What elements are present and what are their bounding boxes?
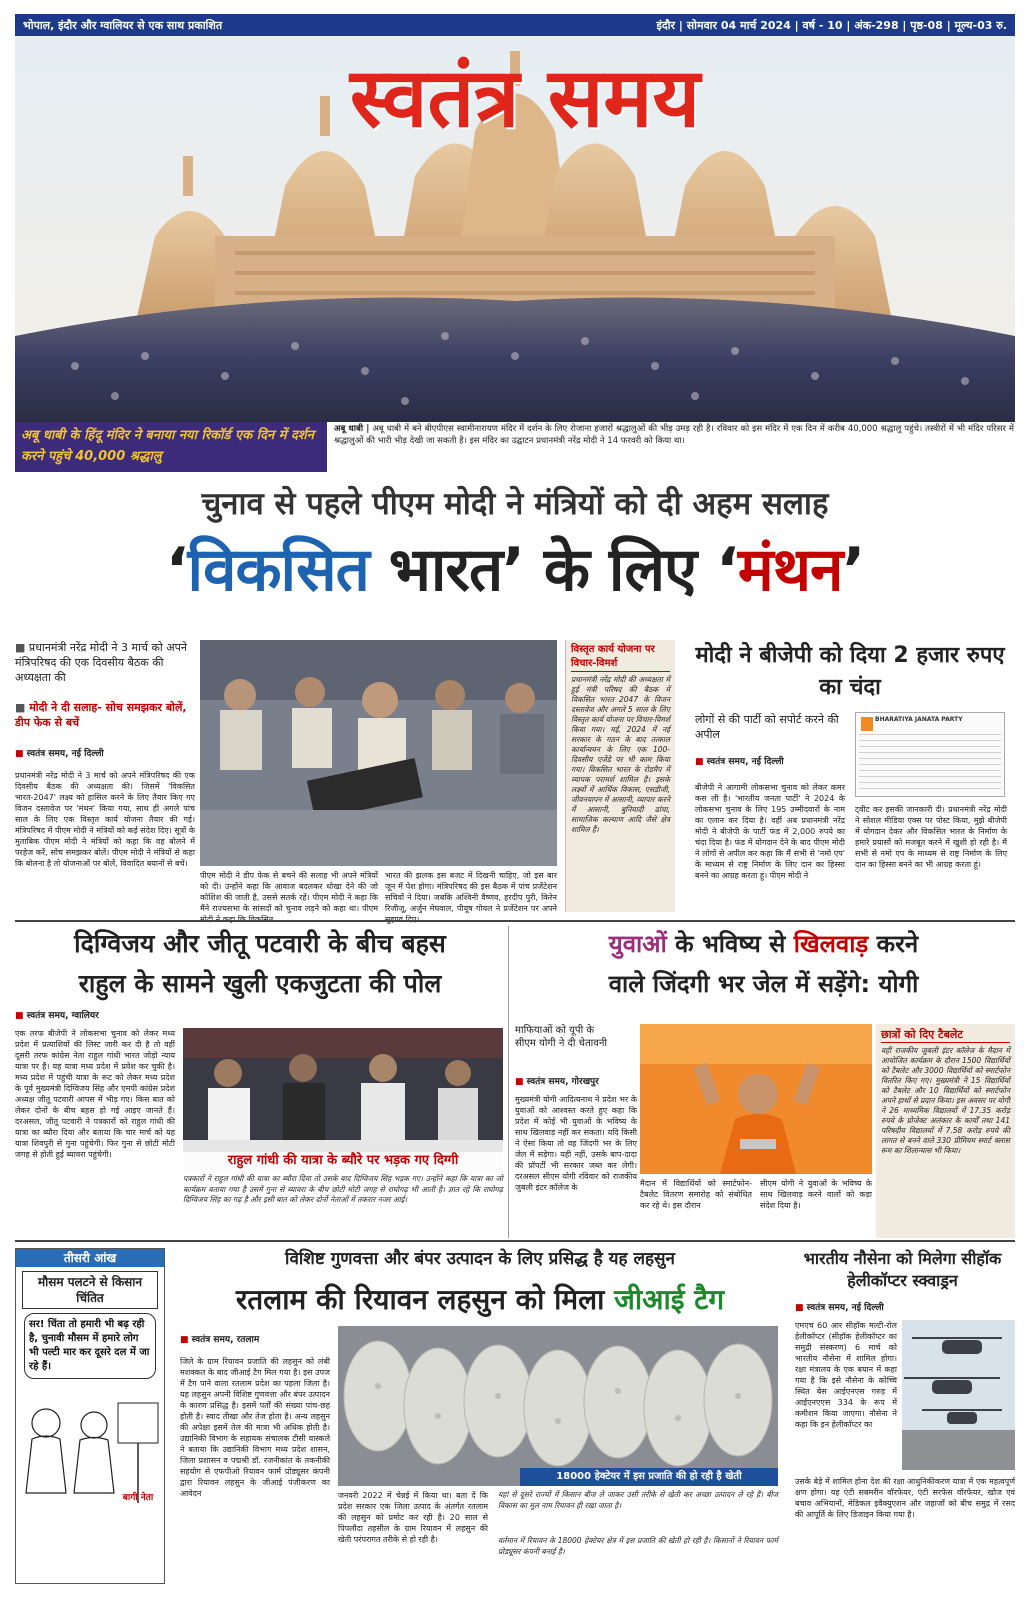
main-byline: ■ स्वतंत्र समय, नई दिल्ली <box>15 746 195 759</box>
headline-middle: भारत’ के लिए ‘ <box>368 535 738 605</box>
headline-manthan: मंथन <box>737 535 843 605</box>
main-body-2: पीएम मोदी ने डीप फेक से बचने की सलाह भी अपने मंत्रियों को दी। उन्होंने कहा कि आवाज बदलकर धोखा देने की जो कोशिश की जाती है, उससे सतर्क रहें। पीएम मोदी ने कहा कि मैंने राज्यसभा के सांसदों को चुनाव लड़ने को कहा था। पीएम <box>200 871 378 913</box>
gi-tag-text: जीआई टैग <box>614 1283 725 1316</box>
sidebar-text: प्रधानमंत्री नरेंद्र मोदी की अध्यक्षता में हुई मंत्री परिषद की बैठक में विकसित भारत 2047 के विजन दस्तावेज और अगले 5 साल के लिए विस्तृत कार्य योजना पर विचार-विमर्श किया गया। मई, 2024 में नई सरकार के गठन के बाद तत्काल कार्यान्वयन के लिए एक 100-दिवसीय एजेंडे पर भी काम किया गया। विकसित भारत के रोडमैप में व्यापक परामर्श शामिल है। इसके लक्ष्यों में आर्थिक विकास, एसडीजी, जीवनयापन में आसानी, व्यापार करने में आसानी, बुनियादी ढांचा, सामाजिक कल्याण आदि जैसे क्षेत्र शामिल हैं। <box>571 675 670 834</box>
garlic-kicker: विशिष्ट गुणवत्ता और बंपर उत्पादन के लिए प्रसिद्ध है यह लहसुन <box>285 1249 675 1269</box>
lead-caption-headline: अबू धाबी के हिंदू मंदिर ने बनाया नया रिकॉर्ड एक दिन में दर्शन करने पहुंचे 40,000 श्रद्धालु <box>15 422 327 472</box>
tagline: भोपाल, इंदौर और ग्वालियर से एक साथ प्रकाशित <box>23 19 223 32</box>
headline-vikasit: विकसित <box>187 535 369 605</box>
yogi-photo-caption-2: सीएम योगी ने युवाओं के भविष्य के साथ खिलवाड़ करने वालों को कड़ा संदेश दिया है। <box>760 1179 872 1210</box>
column-divider <box>508 926 509 1238</box>
digvijay-photo-subtext: पत्रकारों ने राहुल गांधी की यात्रा का ब्यौरा दिया तो उसके बाद दिग्विजय सिंह भड़क गए। उन्होंने कहा कि यात्रा का जो कार्यक्रम बताया गया है उसमें गुना से ब्यावरा के बीच छोटी मोटी जगह से राघोगढ़ भी आती है। ज्ञात रहे कि राघोगढ़ दिग्विजय सिंह का गढ़ है और इसी बात को लेकर दोनों नेताओं में तकरार नजर आई। <box>183 1174 503 1204</box>
garlic-photo <box>338 1326 778 1486</box>
bjp-byline: ■ स्वतंत्र समय, नई दिल्ली <box>695 754 845 767</box>
yogi-byline: ■ स्वतंत्र समय, गोरखपुर <box>515 1074 635 1087</box>
headline-quote-close: ’ <box>842 535 865 605</box>
navy-body-2: उसके बेड़े में शामिल होना देश की रक्षा आधुनिकीकरण यात्रा में एक महत्वपूर्ण क्षण होगा। यह एंटी सबमरीन वॉरफेयर, एंटी सरफेस वॉरफेयर, खोज एवं बचाव अभियानों, मेडिकल इवैक्युएशन और जहाजों को बीच समुद्र में रसद की आपूर्ति के लिए डिजाइन किया गया है। <box>795 1477 1015 1519</box>
yogi-sidebar-text: वहीं राजकीय जुबली इंटर कॉलेज के मैदान में आयोजित कार्यक्रम के दौरान 1500 विद्यार्थियों को टैबलेट और 3000 विद्यार्थियों को स्मार्टफोन वितरित किए गए। मुख्यमंत्री ने 15 विद्यार्थियों को टैबलेट और 10 विद्यार्थियों को स्मार्टफोन अपने हाथों से प्रदान किया। इस अवसर पर योगी ने 26 माध्यमिक विद्यालयों में 17.35 करोड़ रुपये के प्रोजेक्ट अलंकार के कार्यों तथा 141 परिषदीय विद्यालयों में 7.58 करोड़ रुपये की लागत से बनने वाले 330 प्रीमियम स्मार्ट क्लास रूम का शिलान्यास भी किया। <box>881 1046 1010 1155</box>
yogi-headline-2: वाले जिंदगी भर जेल में सड़ेंगे: योगी <box>608 970 919 998</box>
yogi-body: मुख्यमंत्री योगी आदित्यनाथ ने प्रदेश भर के युवाओं को आश्वस्त करते हुए कहा कि प्रदेश में कोई भी युवाओं के भविष्य के साथ खिलवाड़ नहीं कर सकता। यदि किसी ने ऐसा किया तो वह जिंदगी भर के लिए जेल में सड़ेगा। यही नहीं, उसके बाप-दादा की प्रॉपर्टी भी सरकार जब्त कर लेगी। दरअसल सीएम योगी रविवार को राजकीय जुबली इंटर कॉलेज के <box>515 1095 637 1192</box>
receipt-lines <box>859 729 1001 789</box>
cartoon-box <box>15 1248 165 1584</box>
main-kicker: चुनाव से पहले पीएम मोदी ने मंत्रियों को दी अहम सलाह <box>201 486 829 522</box>
lead-caption-text: अबू धाबी | अबू धाबी में बने बीएपीएस स्वामीनारायण मंदिर में दर्शन के लिए रोजाना हजारों श्रद्धालुओं की भीड़ उमड़ रही है। रविवार को इस मंदिर में एक दिन में करीब 40,000 श्रद्धालु पहुंचे। तस्वीरों में भी मंदिर परिसर में श्रद्धालुओं की भारी भीड़ देखी जा सकती है। इस मंदिर का उद्घाटन प्रधानमंत्री नरेंद्र मोदी ने 14 फरवरी को किया था। <box>334 424 1015 446</box>
sidebar-title: विस्तृत कार्य योजना पर विचार-विमर्श <box>571 643 670 672</box>
navy-headline: भारतीय नौसेना को मिलेगा सीहॉक हेलीकॉप्टर स्क्वाड्रन <box>803 1249 1002 1290</box>
main-sidebar <box>565 640 675 912</box>
headline-quote-open: ‘ <box>165 535 188 605</box>
garlic-photo-bottom-text: वर्तमान में रियावन के 18000 हेक्टेयर क्षेत्र में इस प्रजाति की खेती हो रही है। किसानों ने रियावन फार्म प्रोड्यूसर कंपनी बनाई है। <box>498 1536 778 1556</box>
garlic-photo-top-text: यहां से दूसरे राज्यों में किसान बीज ले जाकर उसी तरीके से खेती कर अच्छा उत्पादन ले रहे हैं। बीज विकास का मूल नाम रियावन ही रखा जाता है। <box>498 1490 778 1510</box>
main-body-1: प्रधानमंत्री नरेंद्र मोदी ने 3 मार्च को अपने मंत्रिपरिषद की एक दिवसीय बैठक की अध्यक्षता की। जिसमें 'विकसित भारत-2047' लक्ष्य को हासिल करने के लिए तैयार किए गए विजन दस्तावेज पर 'मंथन' किया गया, साथ ही अगले पांच साल के लिए एक विस्तृत कार्य योजना तैयार की गई। मंत्रिपरिषद में पीएम मोदी ने मंत्रियों को कई संदेश दिए। सूत्रों के मुताबिक पीएम मोदी ने मंत्रियों को कहा कि वह बोलने में परहेज करें, सोच समझकर बोलें। पीएम मोदी ने मंत्रियों से कहा कि बोलना है तो योजनाओं पर बोलें, विवादित बयानों से बचें। <box>15 771 195 868</box>
navy-byline: ■ स्वतंत्र समय, नई दिल्ली <box>795 1300 1010 1313</box>
digvijay-body: एक तरफ बीजेपी ने लोकसभा चुनाव को लेकर मध्य प्रदेश में प्रत्याशियों की लिस्ट जारी कर दी है तो वहीं दूसरी तरफ कांग्रेस नेता राहुल गांधी भारत जोड़ो न्याय यात्रा पर हैं। यह यात्रा मध्य प्रदेश में प्रवेश कर चुकी है। मध्य प्रदेश में पहुंची यात्रा के रूट को लेकर मध्य प्रदेश के पूर्व मुख्यमंत्री दिग्विजय सिंह और एमपी कांग्रेस प्रदेश अध्यक्ष जीतू पटवारी आपस में भीड़ गए। किस बात को लेकर दोनों के बीच बहस हो गई आइए जानते हैं। दरअसल, जीतू पटवारी ने पत्रकारों को राहुल गांधी की यात्रा का ब्यौरा दिया और बताया कि चार मार्च को यह यात्रा शिवपुरी से गुना पहुंचेगी। फिर गुना से छोटी मोटी जगह से होती हुई ब्यावरा पहुंचेगी। <box>15 1029 175 1159</box>
lead-caption-place: अबू धाबी | <box>334 424 370 434</box>
garlic-body-2: जनवरी 2022 में चेन्नई में किया था। बता दें कि प्रदेश सरकार एक जिला उत्पाद के अंतर्गत रतलाम की लहसुन को प्रमोट कर रही है। 20 साल से पिपलौदा तहसील के ग्राम रियावन में लहसुन की खेती परंपरागत तरीके से हो रही है। <box>338 1491 488 1544</box>
cartoon-headline: मौसम पलटने से किसान चिंतित <box>22 1271 158 1309</box>
main-headline <box>15 528 1015 612</box>
yogi-sidebar-title: छात्रों को दिए टैबलेट <box>881 1027 1010 1043</box>
bjp-subhead: लोगों से की पार्टी को सपोर्ट करने की अपील <box>695 713 839 741</box>
digvijay-headline-2: राहुल के सामने खुली एकजुटता की पोल <box>78 969 442 998</box>
bjp-headline: मोदी ने बीजेपी को दिया 2 हजार रुपए का चंदा <box>695 643 1005 700</box>
masthead-title: स्वतंत्र समय <box>349 50 701 146</box>
bjp-body-2: ट्वीट कर इसकी जानकारी दी। प्रधानमंत्री नरेंद्र मोदी ने सोशल मीडिया एक्स पर पोस्ट किया, मुझे बीजेपी में योगदान देकर और विकसित भारत के निर्माण के हमारे प्रयासों को मजबूत करने में खुशी हो रही है। मैं सभी से नमो एप के माध्यम से राष्ट्र निर्माण के लिए दान का हिस्सा बनने का भी आग्रह करता हूं। <box>855 805 1007 869</box>
garlic-byline: ■ स्वतंत्र समय, रतलाम <box>180 1332 330 1345</box>
edition-info: इंदौर | सोमवार 04 मार्च 2024 | वर्ष - 10 | अंक-298 | पृष्ठ-08 | मूल्य-03 रु. <box>656 19 1007 32</box>
garlic-headline: रतलाम की रियावन लहसुन को मिला जीआई टैग <box>235 1283 725 1316</box>
navy-body-1: एमएच 60 आर सीहॉक मल्टी-रोल हेलीकॉप्टर (सीहॉक हेलीकॉप्टर का समुद्री संस्करण) 6 मार्च को भारतीय नौसेना में शामिल होगा। रक्षा मंत्रालय के एक बयान में कहा गया है कि इसे नौसेना के कोच्चि स्थित बेस आईएनएस गरुड़ में आईएनएएस 334 के रूप में कमीशन किया जाएगा। नौसेना ने कहा कि इन हेलीकॉप्टर का <box>795 1321 897 1429</box>
garlic-photo-caption: 18000 हेक्टेयर में इस प्रजाति की हो रही है खेती <box>520 1468 778 1486</box>
cartoon-title: तीसरी आंख <box>16 1249 164 1267</box>
main-bullet-1: ■ प्रधानमंत्री नरेंद्र मोदी ने 3 मार्च को अपने मंत्रिपरिषद की एक दिवसीय बैठक की अध्यक्षता की <box>15 641 187 684</box>
yogi-headline-1: युवाओं के भविष्य से खिलवाड़ करने <box>608 930 919 958</box>
bjp-logo-icon <box>861 717 873 731</box>
main-body-3: भारत की झलक इस बजट में दिखनी चाहिए, जो इस बार जून में पेश होगा। मंत्रिपरिषद की इस बैठक में पांच प्रजेंटेशन सचिवों ने दिया। जबकि अश्विनी वैष्णव, हरदीप पुरी, किरेन रिजीजू, अर्जुन मेघवाल, पीयूष गोयल ने प्रजेंटेशन पर अपने <box>385 871 557 913</box>
digvijay-photo-caption: राहुल गांधी की यात्रा के ब्यौरे पर भड़क गए दिग्गी <box>183 1152 503 1170</box>
digvijay-byline: ■ स्वतंत्र समय, ग्वालियर <box>15 1008 185 1021</box>
section-divider-2 <box>15 1240 1015 1242</box>
garlic-body-1: जिले के ग्राम रियावन प्रजाति की लहसुन को लंबी मशक्कत के बाद जीआई टैग मिल गया है। इस उपज में टैग पाने वाला रतलाम प्रदेश का पहला जिला है। यह लहसुन अपनी विशिष्ट गुणवत्ता और बंपर उत्पादन के कारण प्रसिद्ध है। इसमें पर्तों की संख्या पांच-छह होती है। स्वाद तीखा और तेज होता है। अन्य लहसुन की अपेक्षा इसमें तेल की मात्रा भी अधिक होती है। उद्यानिकी विभाग के सहायक संचालक टीसी वास्कले ने बताया कि उद्यानिकी विभाग मध्य प्रदेश शासन, जिला प्रशासन व पद्मश्री डॉ. रजनीकांत के तकनीकी सहयोग से एफपीओ रियावन फार्म प्रोड्यूसर कंपनी द्वारा रियावन लहसुन के जीआई पंजीकरण का आवेदन <box>180 1357 330 1498</box>
lead-photo <box>15 36 1015 422</box>
donation-receipt <box>855 712 1005 797</box>
yogi-sidebar <box>876 1024 1015 1238</box>
bjp-body-1: बीजेपी ने आगामी लोकसभा चुनाव को लेकर कमर कस ली है। 'भारतीय जनता पार्टी' ने 2024 के लोकसभा चुनाव के लिए 195 उम्मीदवारों के नाम का एलान कर दिया है। वहीं अब प्रधानमंत्री नरेंद्र मोदी ने बीजेपी के पार्टी फंड में 2,000 रुपये का चंदा दिया है। फंड में योगदान देने के बाद पीएम मोदी ने लोगों से अपील कर कहा कि मैं सभी से 'नमो एप' के माध्यम से राष्ट्र निर्माण के लिए दान का हिस्सा बनने का आग्रह करता हूं। पीएम मोदी ने <box>695 783 845 880</box>
yogi-photo <box>640 1024 872 1174</box>
cartoon-bubble: सर! चिंता तो हमारी भी बढ़ रही है, चुनावी मौसम में हमारे लोग भी पल्टी मार कर दूसरे दल में जा रहे हैं। <box>24 1313 156 1379</box>
receipt-title: BHARATIYA JANATA PARTY <box>875 716 963 723</box>
cartoon-sign: बागी नेता <box>122 1493 154 1503</box>
section-divider-1 <box>15 920 1015 922</box>
yogi-photo-caption-1: मैदान में विद्यार्थियों को स्मार्टफोन-टैबलेट वितरण समारोह को संबोधित कर रहे थे। इस दौरान <box>640 1179 752 1210</box>
main-bullet-2: ■ मोदी ने दी सलाह- सोच समझकर बोलें, डीप फेक से बचें <box>15 701 187 729</box>
cabinet-meeting-photo <box>200 640 557 866</box>
top-info-bar <box>15 14 1015 36</box>
press-conference-photo <box>183 1028 503 1170</box>
digvijay-headline-1: दिग्विजय और जीतू पटवारी के बीच बहस <box>74 929 446 958</box>
yogi-subhead: माफियाओं को यूपी के सीएम योगी ने दी चेतावनी <box>515 1025 607 1049</box>
helicopter-photo <box>902 1320 1015 1470</box>
